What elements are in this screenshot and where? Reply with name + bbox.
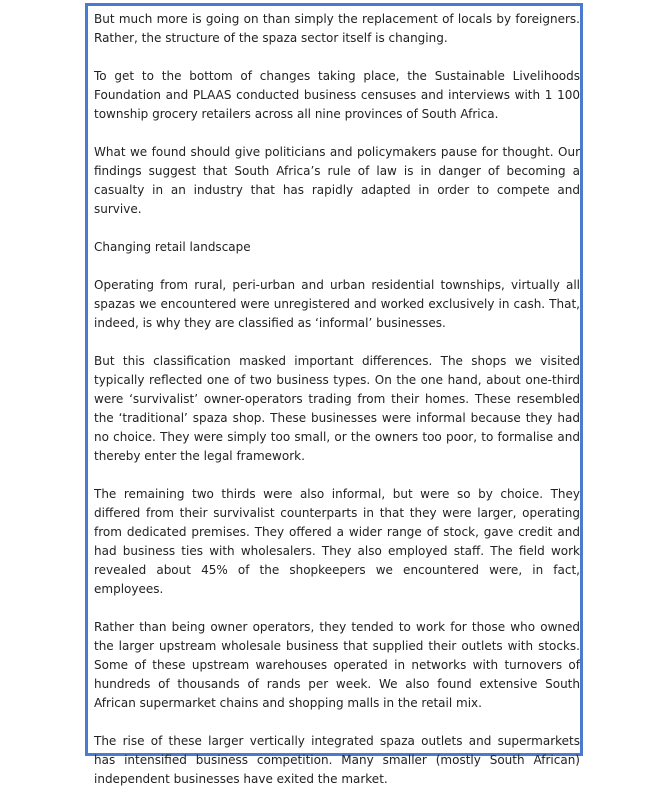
paragraph-2: To get to the bottom of changes taking place, the Sustainable Livelihoods Foundation and PLAAS conducted business censuses and interviews with 1 100 township grocery retailers across all nine provinces of South Africa. — [94, 69, 580, 121]
paragraph-5: But this classification masked important differences. The shops we visited typically reflected one of two business types. On the one hand, about one-third were ‘survivalist’ owner-operators trading from their homes. These resembled the ‘traditional’ spaza shop. These businesses were informal because they had no choice. They were simply too small, or the owners too poor, to formalise and thereby enter the legal framework. — [94, 354, 580, 463]
paragraph-4: Operating from rural, peri-urban and urban residential townships, virtually all spazas we encountered were unregistered and worked exclusively in cash. That, indeed, is why they are classified as ‘informal’ businesses. — [94, 278, 580, 330]
paragraph-7: Rather than being owner operators, they tended to work for those who owned the larger upstream wholesale business that supplied their outlets with stocks. Some of these upstream warehouses operated in networks with turnovers of hundreds of thousands of rands per week. We also found extensive South African supermarket chains and shopping malls in the retail mix. — [94, 620, 580, 710]
paragraph-6: The remaining two thirds were also informal, but were so by choice. They differed from their survivalist counterparts in that they were larger, operating from dedicated premises. They offered a wider range of stock, gave credit and had business ties with wholesalers. They also employed staff. The field work revealed about 45% of the shopkeepers we encountered were, in fact, employees. — [94, 487, 580, 596]
article-body — [94, 10, 580, 808]
paragraph-8: The rise of these larger vertically integrated spaza outlets and supermarkets has intensified business competition. Many smaller (mostly South African) independent businesses have exited the market. — [94, 734, 580, 786]
section-heading: Changing retail landscape — [94, 240, 251, 254]
paragraph-3: What we found should give politicians and policymakers pause for thought. Our findings suggest that South Africa’s rule of law is in danger of becoming a casualty in an industry that has rapidly adapted in order to compete and survive. — [94, 145, 580, 216]
paragraph-1: But much more is going on than simply the replacement of locals by foreigners. Rather, the structure of the spaza sector itself is changing. — [94, 12, 580, 45]
